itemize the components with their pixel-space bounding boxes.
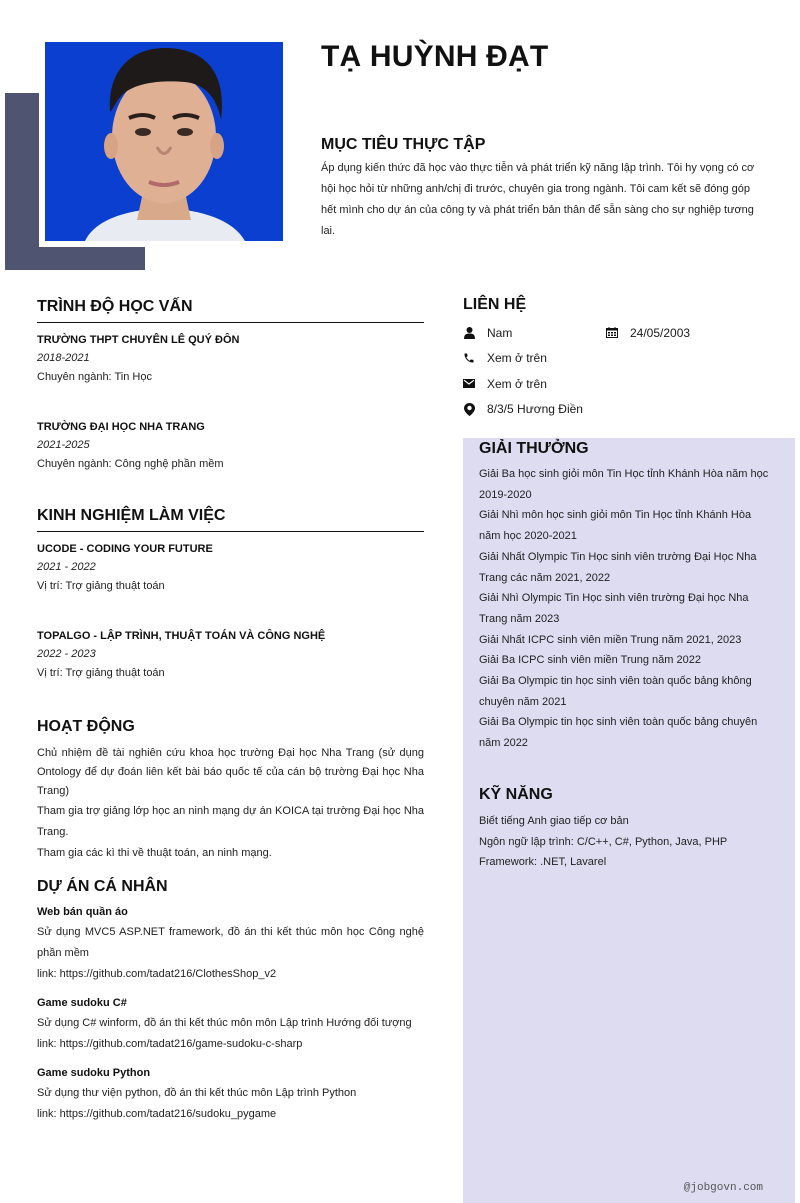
objective-section	[321, 136, 761, 242]
school-name: TRƯỜNG ĐẠI HỌC NHA TRANG	[37, 421, 205, 433]
project-description: Sử dụng thư viện python, đồ án thi kết thúc môn Lập trình Python	[37, 1087, 357, 1099]
project-description: Sử dụng C# winform, đồ án thi kết thúc môn môn Lập trình Hướng đối tượng	[37, 1017, 412, 1029]
award-item: Giải Nhì Olympic Tin Học sinh viên trường Đại học Nha Trang năm 2023	[479, 592, 749, 625]
side-panel	[463, 438, 795, 1203]
skill-item: Framework: .NET, Lavarel	[479, 856, 607, 869]
calendar-icon	[606, 327, 618, 339]
portrait-photo	[45, 42, 283, 241]
activity-item: Tham gia các kì thi về thuật toán, an ninh mạng.	[37, 847, 272, 859]
envelope-icon	[463, 378, 475, 390]
award-item: Giải Nhì môn học sinh giỏi môn Tin Học tỉnh Khánh Hòa năm học 2020-2021	[479, 509, 752, 543]
award-item: Giải Nhất Olympic Tin Học sinh viên trường Đại Học Nha Trang các năm 2021, 2022	[479, 550, 757, 584]
contact-row	[463, 320, 793, 346]
skill-item: Biết tiếng Anh giao tiếp cơ bản	[479, 815, 629, 827]
school-years: 2021-2025	[37, 439, 90, 451]
email-value: Xem ở trên	[487, 376, 547, 391]
company-name: TOPALGO - LẬP TRÌNH, THUẬT TOÁN VÀ CÔNG NGHỆ	[37, 630, 326, 642]
address-value: 8/3/5 Hương Điền	[487, 402, 583, 417]
project-description: Sử dụng MVC5 ASP.NET framework, đồ án thi kết thúc môn học Công nghệ phần mềm	[37, 926, 424, 959]
projects-section	[37, 878, 424, 1125]
objective-title: MỤC TIÊU THỰC TẬP	[321, 136, 486, 153]
contact-section	[463, 296, 793, 422]
project-link[interactable]: link: https://github.com/tadat216/sudoku_pygame	[37, 1108, 277, 1120]
user-icon	[463, 327, 475, 339]
school-major: Chuyên ngành: Tin Học	[37, 371, 152, 383]
profile-photo	[45, 42, 283, 241]
dob-value: 24/05/2003	[630, 325, 691, 340]
candidate-name: TẠ HUỲNH ĐẠT	[321, 40, 549, 73]
activity-item: Tham gia trợ giảng lớp học an ninh mạng dự án KOICA tại trường Đại học Nha Trang.	[37, 805, 424, 838]
project-entry	[37, 905, 424, 985]
awards-section	[479, 440, 769, 754]
education-section	[37, 298, 424, 473]
work-position: Vị trí: Trợ giảng thuật toán	[37, 580, 165, 592]
project-link[interactable]: link: https://github.com/tadat216/game-sudoku-c-sharp	[37, 1038, 303, 1050]
project-name: Game sudoku Python	[37, 1067, 151, 1079]
work-position: Vị trí: Trợ giảng thuật toán	[37, 667, 165, 679]
award-item: Giải Ba Olympic tin học sinh viên toàn quốc bảng chuyên năm 2022	[479, 716, 758, 750]
project-link[interactable]: link: https://github.com/tadat216/ClothesShop_v2	[37, 968, 277, 980]
skills-title: KỸ NĂNG	[479, 786, 553, 803]
project-entry	[37, 1066, 424, 1125]
award-item: Giải Nhất ICPC sinh viên miền Trung năm 2021, 2023	[479, 633, 742, 646]
projects-title: DỰ ÁN CÁ NHÂN	[37, 878, 168, 895]
photo-decoration-bar	[5, 93, 39, 270]
education-entry	[37, 419, 424, 473]
map-pin-icon	[463, 403, 475, 415]
work-years: 2021 - 2022	[37, 561, 96, 573]
left-column	[37, 298, 424, 1136]
phone-icon	[463, 352, 475, 364]
watermark: @jobgovn.com	[683, 1182, 763, 1194]
contact-phone	[463, 351, 547, 365]
education-entry	[37, 332, 424, 386]
experience-title: KINH NGHIỆM LÀM VIỆC	[37, 507, 424, 532]
contact-gender	[463, 326, 606, 340]
project-name: Game sudoku C#	[37, 997, 127, 1009]
skills-section	[479, 786, 779, 873]
project-name: Web bán quần áo	[37, 906, 128, 918]
contact-row	[463, 346, 793, 372]
project-entry	[37, 996, 424, 1055]
objective-text: Áp dụng kiến thức đã học vào thực tiễn và phát triển kỹ năng lập trình. Tôi hy vọng có cơ hội học hỏi từ những anh/chị đi trước, chuyên gia trong ngành. Tôi cam kết sẽ đóng góp hết mình cho dự án của công ty và phát triển bản thân để sẵn sàng cho sự nghiệp tương lai.	[321, 162, 755, 237]
school-years: 2018-2021	[37, 352, 90, 364]
phone-value: Xem ở trên	[487, 351, 547, 366]
work-years: 2022 - 2023	[37, 648, 96, 660]
school-name: TRƯỜNG THPT CHUYÊN LÊ QUÝ ĐÔN	[37, 334, 240, 346]
skill-item: Ngôn ngữ lập trình: C/C++, C#, Python, Java, PHP	[479, 835, 728, 848]
contact-address	[463, 402, 583, 416]
contact-email	[463, 377, 547, 391]
company-name: UCODE - CODING YOUR FUTURE	[37, 543, 213, 555]
contact-row	[463, 371, 793, 397]
activities-title: HOẠT ĐỘNG	[37, 718, 135, 735]
experience-entry	[37, 541, 424, 595]
activities-section	[37, 718, 424, 864]
award-item: Giải Ba Olympic tin học sinh viên toàn quốc bảng không chuyên năm 2021	[479, 675, 752, 708]
experience-section	[37, 507, 424, 682]
contact-row	[463, 397, 793, 423]
award-item: Giải Ba ICPC sinh viên miền Trung năm 2022	[479, 654, 701, 667]
gender-value: Nam	[487, 325, 513, 340]
award-item: Giải Ba học sinh giỏi môn Tin Học tỉnh Khánh Hòa năm học 2019-2020	[479, 468, 769, 501]
education-title: TRÌNH ĐỘ HỌC VẤN	[37, 298, 424, 323]
school-major: Chuyên ngành: Công nghệ phần mềm	[37, 458, 224, 470]
awards-title: GIẢI THƯỞNG	[479, 440, 589, 457]
experience-entry	[37, 628, 424, 682]
contact-dob	[606, 326, 690, 340]
contact-title: LIÊN HỆ	[463, 296, 527, 313]
photo-decoration-base	[5, 247, 145, 270]
activity-item: Chủ nhiệm đề tài nghiên cứu khoa học trường Đại học Nha Trang (sử dụng Ontology để dự đoán liên kết bài báo quốc tế của cán bộ trường Đại học Nha Trang)	[37, 747, 424, 797]
